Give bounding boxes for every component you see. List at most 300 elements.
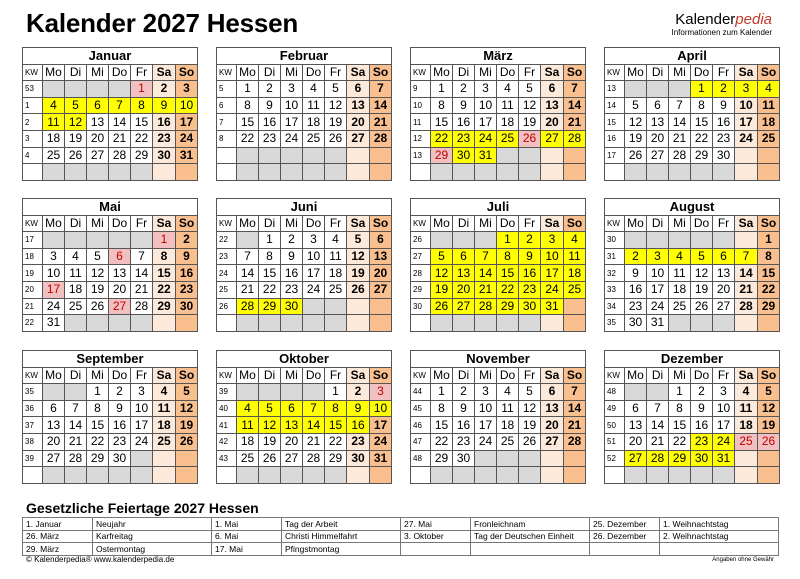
day-cell[interactable]: 31 bbox=[176, 147, 198, 164]
day-cell[interactable]: 20 bbox=[347, 114, 370, 131]
day-cell[interactable]: 18 bbox=[758, 114, 780, 131]
day-cell[interactable]: 1 bbox=[758, 232, 780, 249]
day-cell[interactable]: 12 bbox=[347, 248, 370, 265]
day-cell[interactable]: 19 bbox=[87, 281, 109, 298]
day-cell[interactable]: 27 bbox=[541, 130, 564, 147]
day-cell[interactable]: 5 bbox=[87, 248, 109, 265]
day-cell[interactable]: 31 bbox=[43, 315, 65, 332]
day-cell[interactable]: 14 bbox=[303, 417, 325, 434]
day-cell[interactable]: 15 bbox=[237, 114, 259, 131]
day-cell[interactable]: 16 bbox=[691, 417, 713, 434]
day-cell[interactable]: 24 bbox=[176, 130, 198, 147]
day-cell[interactable]: 11 bbox=[303, 97, 325, 114]
day-cell[interactable]: 4 bbox=[564, 232, 586, 249]
day-cell[interactable]: 15 bbox=[669, 417, 691, 434]
day-cell[interactable]: 17 bbox=[43, 281, 65, 298]
day-cell[interactable]: 21 bbox=[647, 433, 669, 450]
day-cell[interactable]: 22 bbox=[691, 130, 713, 147]
day-cell[interactable]: 28 bbox=[65, 450, 87, 467]
day-cell[interactable]: 15 bbox=[691, 114, 713, 131]
day-cell[interactable]: 4 bbox=[497, 81, 519, 98]
day-cell[interactable]: 13 bbox=[109, 265, 131, 282]
day-cell[interactable]: 4 bbox=[497, 384, 519, 401]
day-cell[interactable]: 6 bbox=[647, 97, 669, 114]
day-cell[interactable]: 25 bbox=[497, 130, 519, 147]
day-cell[interactable]: 9 bbox=[153, 97, 176, 114]
day-cell[interactable]: 24 bbox=[735, 130, 758, 147]
day-cell[interactable]: 19 bbox=[519, 417, 541, 434]
day-cell[interactable]: 22 bbox=[669, 433, 691, 450]
day-cell[interactable]: 23 bbox=[259, 130, 281, 147]
day-cell[interactable]: 25 bbox=[758, 130, 780, 147]
day-cell[interactable]: 2 bbox=[259, 81, 281, 98]
day-cell[interactable]: 29 bbox=[669, 450, 691, 467]
day-cell[interactable]: 11 bbox=[237, 417, 259, 434]
day-cell[interactable]: 8 bbox=[691, 97, 713, 114]
day-cell[interactable]: 24 bbox=[541, 281, 564, 298]
day-cell[interactable]: 2 bbox=[281, 232, 303, 249]
day-cell[interactable]: 3 bbox=[370, 384, 392, 401]
day-cell[interactable]: 22 bbox=[153, 281, 176, 298]
day-cell[interactable]: 1 bbox=[325, 384, 347, 401]
day-cell[interactable]: 23 bbox=[109, 433, 131, 450]
day-cell[interactable]: 13 bbox=[281, 417, 303, 434]
day-cell[interactable]: 11 bbox=[735, 400, 758, 417]
day-cell[interactable]: 22 bbox=[131, 130, 153, 147]
day-cell[interactable]: 5 bbox=[65, 97, 87, 114]
day-cell[interactable]: 19 bbox=[176, 417, 198, 434]
day-cell[interactable]: 12 bbox=[87, 265, 109, 282]
day-cell[interactable]: 11 bbox=[758, 97, 780, 114]
day-cell[interactable]: 25 bbox=[237, 450, 259, 467]
day-cell[interactable]: 3 bbox=[475, 81, 497, 98]
day-cell[interactable]: 20 bbox=[541, 114, 564, 131]
day-cell[interactable]: 3 bbox=[475, 384, 497, 401]
day-cell[interactable]: 18 bbox=[497, 417, 519, 434]
day-cell[interactable]: 29 bbox=[431, 147, 453, 164]
day-cell[interactable]: 2 bbox=[453, 81, 475, 98]
day-cell[interactable]: 16 bbox=[453, 114, 475, 131]
day-cell[interactable]: 4 bbox=[153, 384, 176, 401]
day-cell[interactable]: 21 bbox=[237, 281, 259, 298]
day-cell[interactable]: 17 bbox=[176, 114, 198, 131]
day-cell[interactable]: 6 bbox=[87, 97, 109, 114]
day-cell[interactable]: 31 bbox=[370, 450, 392, 467]
day-cell[interactable]: 30 bbox=[281, 298, 303, 315]
day-cell[interactable]: 27 bbox=[713, 298, 735, 315]
day-cell[interactable]: 9 bbox=[281, 248, 303, 265]
day-cell[interactable]: 30 bbox=[153, 147, 176, 164]
day-cell[interactable]: 28 bbox=[370, 130, 392, 147]
day-cell[interactable]: 7 bbox=[370, 81, 392, 98]
day-cell[interactable]: 13 bbox=[541, 400, 564, 417]
day-cell[interactable]: 28 bbox=[564, 433, 586, 450]
day-cell[interactable]: 13 bbox=[647, 114, 669, 131]
day-cell[interactable]: 20 bbox=[281, 433, 303, 450]
day-cell[interactable]: 22 bbox=[431, 130, 453, 147]
day-cell[interactable]: 12 bbox=[625, 114, 647, 131]
day-cell[interactable]: 9 bbox=[453, 400, 475, 417]
day-cell[interactable]: 29 bbox=[758, 298, 780, 315]
day-cell[interactable]: 30 bbox=[519, 298, 541, 315]
day-cell[interactable]: 21 bbox=[131, 281, 153, 298]
day-cell[interactable]: 5 bbox=[758, 384, 780, 401]
day-cell[interactable]: 6 bbox=[453, 248, 475, 265]
day-cell[interactable]: 3 bbox=[303, 232, 325, 249]
day-cell[interactable]: 15 bbox=[758, 265, 780, 282]
day-cell[interactable]: 22 bbox=[259, 281, 281, 298]
day-cell[interactable]: 13 bbox=[43, 417, 65, 434]
day-cell[interactable]: 4 bbox=[735, 384, 758, 401]
day-cell[interactable]: 27 bbox=[647, 147, 669, 164]
day-cell[interactable]: 30 bbox=[453, 147, 475, 164]
day-cell[interactable]: 11 bbox=[153, 400, 176, 417]
day-cell[interactable]: 20 bbox=[453, 281, 475, 298]
day-cell[interactable]: 13 bbox=[87, 114, 109, 131]
day-cell[interactable]: 21 bbox=[303, 433, 325, 450]
day-cell[interactable]: 5 bbox=[176, 384, 198, 401]
day-cell[interactable]: 1 bbox=[259, 232, 281, 249]
day-cell[interactable]: 31 bbox=[647, 315, 669, 332]
day-cell[interactable]: 14 bbox=[65, 417, 87, 434]
day-cell[interactable]: 30 bbox=[625, 315, 647, 332]
day-cell[interactable]: 15 bbox=[153, 265, 176, 282]
day-cell[interactable]: 4 bbox=[669, 248, 691, 265]
day-cell[interactable]: 26 bbox=[519, 130, 541, 147]
day-cell[interactable]: 27 bbox=[109, 298, 131, 315]
day-cell[interactable]: 21 bbox=[735, 281, 758, 298]
day-cell[interactable]: 9 bbox=[176, 248, 198, 265]
day-cell[interactable]: 10 bbox=[475, 400, 497, 417]
day-cell[interactable]: 14 bbox=[564, 97, 586, 114]
day-cell[interactable]: 16 bbox=[259, 114, 281, 131]
day-cell[interactable]: 25 bbox=[43, 147, 65, 164]
day-cell[interactable]: 11 bbox=[669, 265, 691, 282]
day-cell[interactable]: 18 bbox=[237, 433, 259, 450]
day-cell[interactable]: 21 bbox=[669, 130, 691, 147]
day-cell[interactable]: 2 bbox=[153, 81, 176, 98]
day-cell[interactable]: 23 bbox=[176, 281, 198, 298]
day-cell[interactable]: 11 bbox=[564, 248, 586, 265]
day-cell[interactable]: 11 bbox=[325, 248, 347, 265]
day-cell[interactable]: 30 bbox=[713, 147, 735, 164]
day-cell[interactable]: 26 bbox=[625, 147, 647, 164]
day-cell[interactable]: 27 bbox=[625, 450, 647, 467]
day-cell[interactable]: 1 bbox=[669, 384, 691, 401]
day-cell[interactable]: 2 bbox=[453, 384, 475, 401]
day-cell[interactable]: 1 bbox=[431, 384, 453, 401]
day-cell[interactable]: 12 bbox=[431, 265, 453, 282]
day-cell[interactable]: 17 bbox=[370, 417, 392, 434]
day-cell[interactable]: 16 bbox=[713, 114, 735, 131]
day-cell[interactable]: 6 bbox=[109, 248, 131, 265]
day-cell[interactable]: 17 bbox=[735, 114, 758, 131]
day-cell[interactable]: 25 bbox=[303, 130, 325, 147]
day-cell[interactable]: 15 bbox=[131, 114, 153, 131]
day-cell[interactable]: 22 bbox=[431, 433, 453, 450]
day-cell[interactable]: 7 bbox=[647, 400, 669, 417]
day-cell[interactable]: 24 bbox=[303, 281, 325, 298]
day-cell[interactable]: 20 bbox=[647, 130, 669, 147]
day-cell[interactable]: 23 bbox=[691, 433, 713, 450]
day-cell[interactable]: 11 bbox=[43, 114, 65, 131]
day-cell[interactable]: 28 bbox=[237, 298, 259, 315]
day-cell[interactable]: 25 bbox=[564, 281, 586, 298]
day-cell[interactable]: 27 bbox=[453, 298, 475, 315]
day-cell[interactable]: 15 bbox=[431, 417, 453, 434]
day-cell[interactable]: 26 bbox=[691, 298, 713, 315]
day-cell[interactable]: 13 bbox=[370, 248, 392, 265]
day-cell[interactable]: 15 bbox=[431, 114, 453, 131]
day-cell[interactable]: 29 bbox=[153, 298, 176, 315]
day-cell[interactable]: 9 bbox=[347, 400, 370, 417]
day-cell[interactable]: 8 bbox=[758, 248, 780, 265]
day-cell[interactable]: 12 bbox=[65, 114, 87, 131]
day-cell[interactable]: 20 bbox=[713, 281, 735, 298]
day-cell[interactable]: 10 bbox=[541, 248, 564, 265]
day-cell[interactable]: 13 bbox=[713, 265, 735, 282]
day-cell[interactable]: 7 bbox=[65, 400, 87, 417]
day-cell[interactable]: 19 bbox=[431, 281, 453, 298]
day-cell[interactable]: 24 bbox=[713, 433, 735, 450]
day-cell[interactable]: 4 bbox=[43, 97, 65, 114]
day-cell[interactable]: 9 bbox=[691, 400, 713, 417]
day-cell[interactable]: 26 bbox=[325, 130, 347, 147]
day-cell[interactable]: 3 bbox=[647, 248, 669, 265]
day-cell[interactable]: 6 bbox=[347, 81, 370, 98]
day-cell[interactable]: 11 bbox=[497, 400, 519, 417]
day-cell[interactable]: 19 bbox=[758, 417, 780, 434]
day-cell[interactable]: 11 bbox=[497, 97, 519, 114]
day-cell[interactable]: 10 bbox=[176, 97, 198, 114]
day-cell[interactable]: 24 bbox=[475, 130, 497, 147]
day-cell[interactable]: 6 bbox=[713, 248, 735, 265]
day-cell[interactable]: 30 bbox=[176, 298, 198, 315]
day-cell[interactable]: 2 bbox=[176, 232, 198, 249]
day-cell[interactable]: 11 bbox=[65, 265, 87, 282]
day-cell[interactable]: 7 bbox=[735, 248, 758, 265]
day-cell[interactable]: 1 bbox=[237, 81, 259, 98]
day-cell[interactable]: 20 bbox=[87, 130, 109, 147]
day-cell[interactable]: 2 bbox=[625, 248, 647, 265]
day-cell[interactable]: 9 bbox=[519, 248, 541, 265]
day-cell[interactable]: 25 bbox=[669, 298, 691, 315]
day-cell[interactable]: 28 bbox=[131, 298, 153, 315]
day-cell[interactable]: 10 bbox=[735, 97, 758, 114]
day-cell[interactable]: 21 bbox=[370, 114, 392, 131]
day-cell[interactable]: 8 bbox=[669, 400, 691, 417]
day-cell[interactable]: 26 bbox=[176, 433, 198, 450]
day-cell[interactable]: 1 bbox=[131, 81, 153, 98]
day-cell[interactable]: 18 bbox=[153, 417, 176, 434]
day-cell[interactable]: 5 bbox=[325, 81, 347, 98]
day-cell[interactable]: 21 bbox=[564, 417, 586, 434]
day-cell[interactable]: 7 bbox=[109, 97, 131, 114]
day-cell[interactable]: 6 bbox=[541, 81, 564, 98]
day-cell[interactable]: 7 bbox=[669, 97, 691, 114]
day-cell[interactable]: 12 bbox=[691, 265, 713, 282]
day-cell[interactable]: 23 bbox=[453, 433, 475, 450]
day-cell[interactable]: 29 bbox=[497, 298, 519, 315]
day-cell[interactable]: 17 bbox=[281, 114, 303, 131]
day-cell[interactable]: 29 bbox=[431, 450, 453, 467]
day-cell[interactable]: 23 bbox=[453, 130, 475, 147]
day-cell[interactable]: 1 bbox=[153, 232, 176, 249]
day-cell[interactable]: 10 bbox=[475, 97, 497, 114]
day-cell[interactable]: 28 bbox=[303, 450, 325, 467]
day-cell[interactable]: 9 bbox=[109, 400, 131, 417]
day-cell[interactable]: 16 bbox=[453, 417, 475, 434]
day-cell[interactable]: 9 bbox=[625, 265, 647, 282]
day-cell[interactable]: 25 bbox=[325, 281, 347, 298]
day-cell[interactable]: 16 bbox=[347, 417, 370, 434]
day-cell[interactable]: 26 bbox=[431, 298, 453, 315]
day-cell[interactable]: 28 bbox=[475, 298, 497, 315]
day-cell[interactable]: 6 bbox=[43, 400, 65, 417]
day-cell[interactable]: 19 bbox=[65, 130, 87, 147]
day-cell[interactable]: 22 bbox=[237, 130, 259, 147]
day-cell[interactable]: 7 bbox=[564, 81, 586, 98]
day-cell[interactable]: 20 bbox=[43, 433, 65, 450]
day-cell[interactable]: 6 bbox=[625, 400, 647, 417]
day-cell[interactable]: 12 bbox=[176, 400, 198, 417]
day-cell[interactable]: 15 bbox=[325, 417, 347, 434]
day-cell[interactable]: 21 bbox=[475, 281, 497, 298]
day-cell[interactable]: 1 bbox=[691, 81, 713, 98]
day-cell[interactable]: 29 bbox=[259, 298, 281, 315]
day-cell[interactable]: 19 bbox=[691, 281, 713, 298]
day-cell[interactable]: 27 bbox=[370, 281, 392, 298]
day-cell[interactable]: 15 bbox=[87, 417, 109, 434]
day-cell[interactable]: 27 bbox=[281, 450, 303, 467]
day-cell[interactable]: 20 bbox=[370, 265, 392, 282]
day-cell[interactable]: 9 bbox=[259, 97, 281, 114]
day-cell[interactable]: 3 bbox=[541, 232, 564, 249]
day-cell[interactable]: 8 bbox=[431, 400, 453, 417]
day-cell[interactable]: 17 bbox=[713, 417, 735, 434]
day-cell[interactable]: 19 bbox=[347, 265, 370, 282]
day-cell[interactable]: 5 bbox=[431, 248, 453, 265]
day-cell[interactable]: 31 bbox=[541, 298, 564, 315]
day-cell[interactable]: 23 bbox=[625, 298, 647, 315]
day-cell[interactable]: 10 bbox=[303, 248, 325, 265]
day-cell[interactable]: 19 bbox=[325, 114, 347, 131]
day-cell[interactable]: 5 bbox=[259, 400, 281, 417]
day-cell[interactable]: 5 bbox=[519, 81, 541, 98]
day-cell[interactable]: 28 bbox=[647, 450, 669, 467]
day-cell[interactable]: 17 bbox=[541, 265, 564, 282]
day-cell[interactable]: 10 bbox=[647, 265, 669, 282]
day-cell[interactable]: 22 bbox=[87, 433, 109, 450]
day-cell[interactable]: 23 bbox=[713, 130, 735, 147]
day-cell[interactable]: 26 bbox=[87, 298, 109, 315]
day-cell[interactable]: 4 bbox=[65, 248, 87, 265]
day-cell[interactable]: 4 bbox=[758, 81, 780, 98]
day-cell[interactable]: 12 bbox=[519, 97, 541, 114]
day-cell[interactable]: 28 bbox=[669, 147, 691, 164]
day-cell[interactable]: 12 bbox=[259, 417, 281, 434]
day-cell[interactable]: 9 bbox=[453, 97, 475, 114]
day-cell[interactable]: 16 bbox=[625, 281, 647, 298]
day-cell[interactable]: 28 bbox=[564, 130, 586, 147]
day-cell[interactable]: 18 bbox=[43, 130, 65, 147]
day-cell[interactable]: 1 bbox=[87, 384, 109, 401]
day-cell[interactable]: 20 bbox=[109, 281, 131, 298]
day-cell[interactable]: 17 bbox=[131, 417, 153, 434]
day-cell[interactable]: 27 bbox=[87, 147, 109, 164]
day-cell[interactable]: 8 bbox=[87, 400, 109, 417]
day-cell[interactable]: 1 bbox=[431, 81, 453, 98]
day-cell[interactable]: 30 bbox=[691, 450, 713, 467]
day-cell[interactable]: 4 bbox=[237, 400, 259, 417]
day-cell[interactable]: 5 bbox=[625, 97, 647, 114]
day-cell[interactable]: 30 bbox=[109, 450, 131, 467]
day-cell[interactable]: 16 bbox=[176, 265, 198, 282]
footer-copyright[interactable]: © Kalenderpedia® www.kalenderpedia.de bbox=[26, 555, 175, 564]
day-cell[interactable]: 24 bbox=[475, 433, 497, 450]
day-cell[interactable]: 3 bbox=[713, 384, 735, 401]
day-cell[interactable]: 19 bbox=[259, 433, 281, 450]
day-cell[interactable]: 28 bbox=[109, 147, 131, 164]
day-cell[interactable]: 25 bbox=[735, 433, 758, 450]
day-cell[interactable]: 8 bbox=[153, 248, 176, 265]
day-cell[interactable]: 17 bbox=[303, 265, 325, 282]
day-cell[interactable]: 22 bbox=[758, 281, 780, 298]
day-cell[interactable]: 10 bbox=[43, 265, 65, 282]
day-cell[interactable]: 31 bbox=[713, 450, 735, 467]
day-cell[interactable]: 16 bbox=[519, 265, 541, 282]
day-cell[interactable]: 20 bbox=[625, 433, 647, 450]
day-cell[interactable]: 27 bbox=[347, 130, 370, 147]
day-cell[interactable]: 25 bbox=[497, 433, 519, 450]
day-cell[interactable]: 29 bbox=[87, 450, 109, 467]
day-cell[interactable]: 7 bbox=[237, 248, 259, 265]
day-cell[interactable]: 3 bbox=[131, 384, 153, 401]
day-cell[interactable]: 27 bbox=[43, 450, 65, 467]
day-cell[interactable]: 2 bbox=[691, 384, 713, 401]
day-cell[interactable]: 18 bbox=[497, 114, 519, 131]
day-cell[interactable]: 14 bbox=[131, 265, 153, 282]
day-cell[interactable]: 2 bbox=[519, 232, 541, 249]
day-cell[interactable]: 18 bbox=[65, 281, 87, 298]
day-cell[interactable]: 14 bbox=[735, 265, 758, 282]
day-cell[interactable]: 26 bbox=[519, 433, 541, 450]
day-cell[interactable]: 15 bbox=[259, 265, 281, 282]
day-cell[interactable]: 8 bbox=[431, 97, 453, 114]
day-cell[interactable]: 29 bbox=[325, 450, 347, 467]
day-cell[interactable]: 14 bbox=[237, 265, 259, 282]
day-cell[interactable]: 6 bbox=[370, 232, 392, 249]
day-cell[interactable]: 10 bbox=[370, 400, 392, 417]
day-cell[interactable]: 23 bbox=[347, 433, 370, 450]
day-cell[interactable]: 8 bbox=[497, 248, 519, 265]
day-cell[interactable]: 6 bbox=[281, 400, 303, 417]
day-cell[interactable]: 1 bbox=[497, 232, 519, 249]
day-cell[interactable]: 20 bbox=[541, 417, 564, 434]
day-cell[interactable]: 13 bbox=[453, 265, 475, 282]
day-cell[interactable]: 18 bbox=[669, 281, 691, 298]
day-cell[interactable]: 5 bbox=[519, 384, 541, 401]
day-cell[interactable]: 8 bbox=[237, 97, 259, 114]
day-cell[interactable]: 18 bbox=[303, 114, 325, 131]
day-cell[interactable]: 8 bbox=[131, 97, 153, 114]
day-cell[interactable]: 24 bbox=[370, 433, 392, 450]
day-cell[interactable]: 17 bbox=[647, 281, 669, 298]
day-cell[interactable]: 17 bbox=[475, 114, 497, 131]
day-cell[interactable]: 14 bbox=[564, 400, 586, 417]
day-cell[interactable]: 19 bbox=[625, 130, 647, 147]
day-cell[interactable]: 24 bbox=[281, 130, 303, 147]
